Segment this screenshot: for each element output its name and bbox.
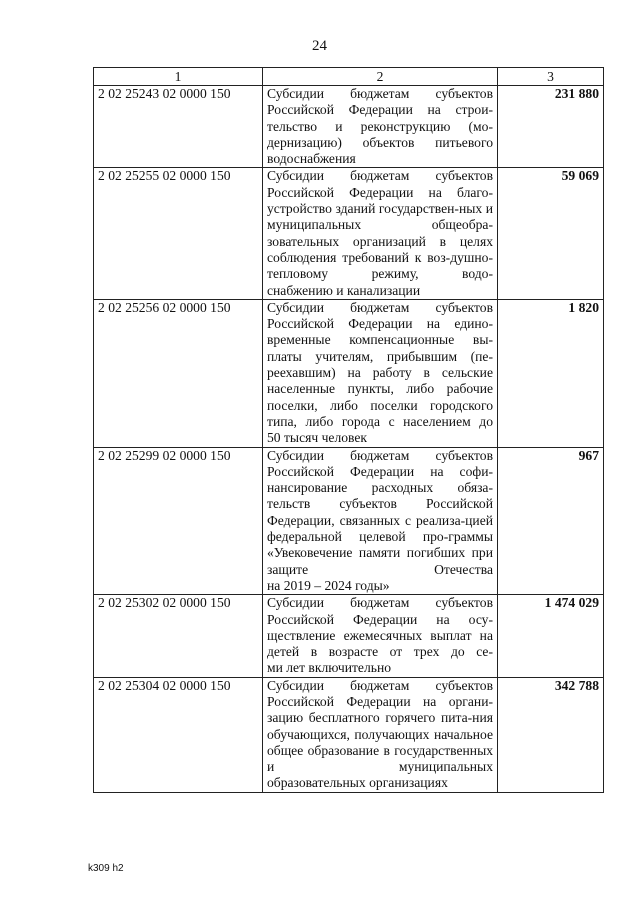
description-text: Субсидии бюджетам субъектов Российской Федерации на благо-устройство зданий государствен-ных и муниципальных общеобра-зовательных организаций в целях соблюдения требований к воз-душно-тепловому режиму, водо- <box>267 168 493 282</box>
table-row <box>94 595 604 677</box>
budget-code: 2 02 25304 02 0000 150 <box>94 677 263 792</box>
budget-code: 2 02 25255 02 0000 150 <box>94 168 263 299</box>
budget-description <box>263 168 498 299</box>
table-header-row <box>94 68 604 86</box>
budget-description <box>263 447 498 595</box>
table-row <box>94 677 604 792</box>
budget-amount: 967 <box>498 447 604 595</box>
description-last-line: снабжению и канализации <box>267 282 421 298</box>
budget-table <box>93 67 604 793</box>
description-last-line: 50 тысяч человек <box>267 430 368 446</box>
budget-amount: 342 788 <box>498 677 604 792</box>
description-text: Субсидии бюджетам субъектов Российской Федерации на осу-ществление ежемесячных выплат на детей в возрасте от трех до се- <box>267 595 493 660</box>
budget-description <box>263 677 498 792</box>
budget-description <box>263 595 498 677</box>
column-header-2: 2 <box>263 68 498 86</box>
footer-document-mark: k309 h2 <box>88 863 124 874</box>
table-row <box>94 299 604 447</box>
description-text: Субсидии бюджетам субъектов Российской Федерации на органи-зацию бесплатного горячего пита-ния обучающихся, получающих начальное общее образование в государственных и муниципальных <box>267 677 493 775</box>
description-last-line: водоснабжения <box>267 151 356 167</box>
budget-amount: 1 820 <box>498 299 604 447</box>
budget-code: 2 02 25243 02 0000 150 <box>94 86 263 168</box>
budget-code: 2 02 25299 02 0000 150 <box>94 447 263 595</box>
budget-amount: 231 880 <box>498 86 604 168</box>
budget-code: 2 02 25302 02 0000 150 <box>94 595 263 677</box>
table-row <box>94 168 604 299</box>
description-last-line: образовательных организациях <box>267 775 448 791</box>
budget-description <box>263 299 498 447</box>
page-number: 24 <box>312 38 327 54</box>
description-text: Субсидии бюджетам субъектов Российской Федерации на едино-временные компенсационные вы-платы учителям, прибывшим (пе-реехавшим) на работу в сельские населенные пункты, либо рабочие поселки, либо поселки городского типа, либо города с населением до <box>267 299 493 429</box>
budget-amount: 59 069 <box>498 168 604 299</box>
description-last-line: ми лет включительно <box>267 660 392 676</box>
description-text: Субсидии бюджетам субъектов Российской Федерации на строи-тельство и реконструкцию (мо-дернизацию) объектов питьевого <box>267 86 493 150</box>
column-header-3: 3 <box>498 68 604 86</box>
table-row <box>94 86 604 168</box>
column-header-1: 1 <box>94 68 263 86</box>
description-text: Субсидии бюджетам субъектов Российской Федерации на софи-нансирование расходных обяза-тельств субъектов Российской Федерации, связанных с реализа-цией федеральной целевой про-граммы «Увековечение памяти погибших при защите Отечества <box>267 447 493 577</box>
budget-amount: 1 474 029 <box>498 595 604 677</box>
budget-code: 2 02 25256 02 0000 150 <box>94 299 263 447</box>
description-last-line: на 2019 – 2024 годы» <box>267 577 390 593</box>
budget-description <box>263 86 498 168</box>
table-row <box>94 447 604 595</box>
